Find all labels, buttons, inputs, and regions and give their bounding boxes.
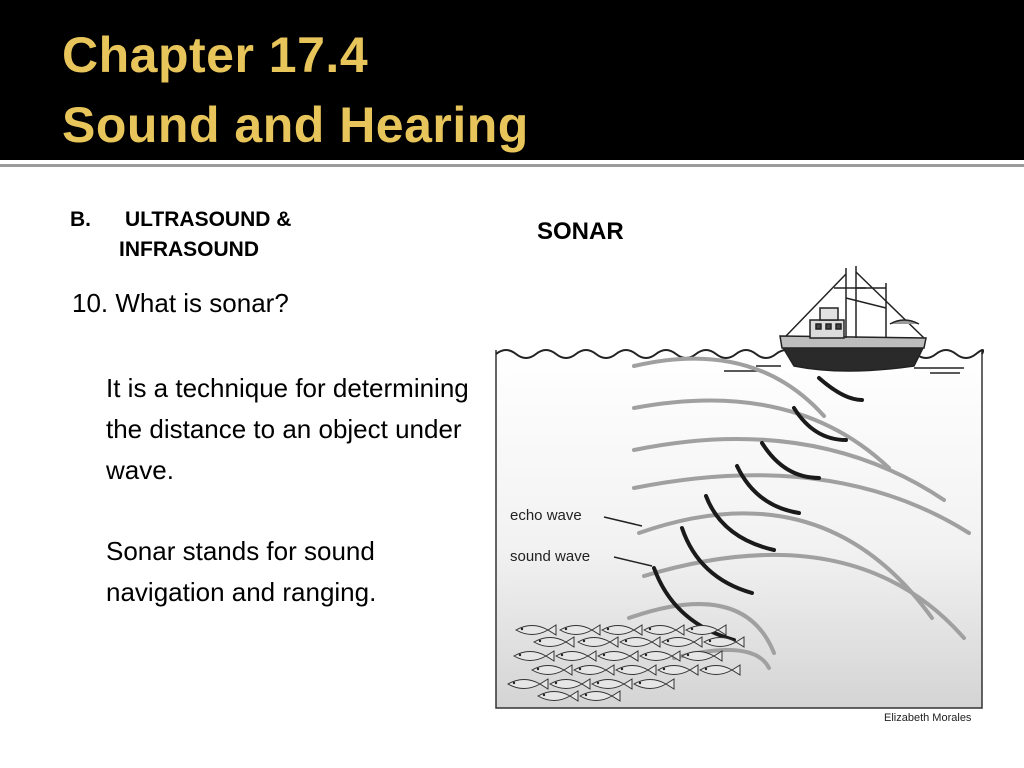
slide-title-line-1: Chapter 17.4 bbox=[62, 27, 369, 83]
figure-heading: SONAR bbox=[537, 218, 624, 245]
sonar-diagram bbox=[494, 258, 984, 710]
section-title-line-1: ULTRASOUND & bbox=[125, 208, 292, 231]
answer-paragraph-1: It is a technique for determining the distance to an object under wave. bbox=[106, 373, 469, 485]
echo-wave-label: echo wave bbox=[510, 507, 582, 524]
title-divider bbox=[0, 164, 1024, 167]
image-credit: Elizabeth Morales bbox=[884, 712, 972, 724]
section-letter: B. bbox=[70, 208, 91, 231]
answer-paragraph-2: Sonar stands for sound navigation and ranging. bbox=[106, 536, 377, 607]
fishing-boat-icon bbox=[780, 266, 926, 371]
section-title-line-2: INFRASOUND bbox=[119, 238, 259, 261]
question-text: 10. What is sonar? bbox=[72, 288, 289, 318]
title-bar bbox=[0, 0, 1024, 160]
sound-wave-label: sound wave bbox=[510, 548, 591, 565]
slide-title-line-2: Sound and Hearing bbox=[62, 97, 529, 153]
